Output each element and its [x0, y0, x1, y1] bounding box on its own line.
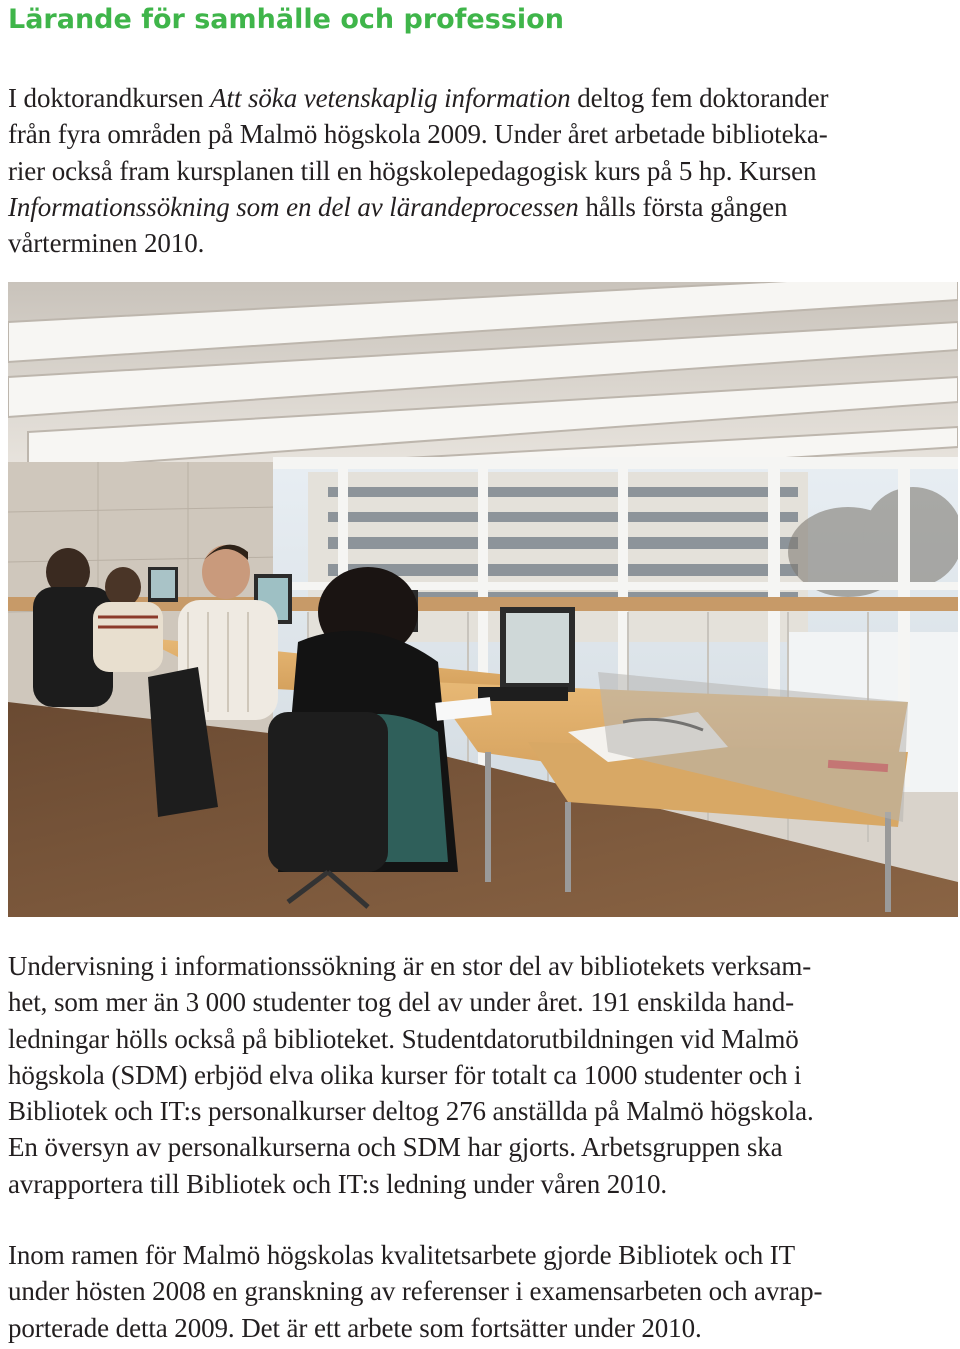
- course-title-italic: Informationssökning som en del av lärandeprocessen: [8, 191, 579, 222]
- intro-line: vårterminen 2010.: [8, 228, 205, 259]
- course-title-italic: Att söka vetenskaplig information: [210, 83, 571, 113]
- page-heading: Lärande för samhälle och profession: [8, 4, 564, 35]
- paragraph-line: Undervisning i informationssökning är en stor del av bibliotekets verksam-: [8, 951, 812, 981]
- paragraph-line: En översyn av personalkurserna och SDM har gjorts. Arbetsgruppen ska: [8, 1132, 783, 1163]
- intro-line: rier också fram kursplanen till en högskolepedagogisk kurs på 5 hp. Kursen: [8, 155, 817, 186]
- intro-line: från fyra områden på Malmö högskola 2009. Under året arbetade biblioteka-: [8, 119, 828, 150]
- paragraph-line: porterade detta 2009. Det är ett arbete som fortsätter under 2010.: [8, 1312, 702, 1343]
- paragraph-line: avrapportera till Bibliotek och IT:s ledning under våren 2010.: [8, 1168, 668, 1199]
- paragraph-line: Bibliotek och IT:s personalkurser deltog 276 anställda på Malmö högskola.: [8, 1096, 814, 1127]
- paragraph-line: het, som mer än 3 000 studenter tog del av under året. 191 enskilda hand-: [8, 987, 794, 1018]
- intro-paragraph: [8, 80, 828, 261]
- quality-paragraph: [8, 1237, 822, 1346]
- paragraph-line: högskola (SDM) erbjöd elva olika kurser för totalt ca 1000 studenter och i: [8, 1059, 802, 1090]
- library-photo: [8, 282, 958, 917]
- intro-line: [8, 189, 828, 225]
- library-photo-illustration: [8, 282, 958, 917]
- intro-text: hålls första gången: [578, 191, 788, 222]
- paragraph-line: ledningar hölls också på biblioteket. Studentdatorutbildningen vid Malmö: [8, 1023, 799, 1054]
- paragraph-line: Inom ramen för Malmö högskolas kvalitetsarbete gjorde Bibliotek och IT: [8, 1240, 796, 1270]
- intro-text: deltog fem doktorander: [570, 83, 829, 113]
- intro-line: [8, 80, 828, 116]
- teaching-paragraph: [8, 948, 814, 1202]
- intro-text: I doktorandkursen: [8, 83, 211, 113]
- paragraph-line: under hösten 2008 en granskning av referenser i examensarbeten och avrap-: [8, 1276, 823, 1307]
